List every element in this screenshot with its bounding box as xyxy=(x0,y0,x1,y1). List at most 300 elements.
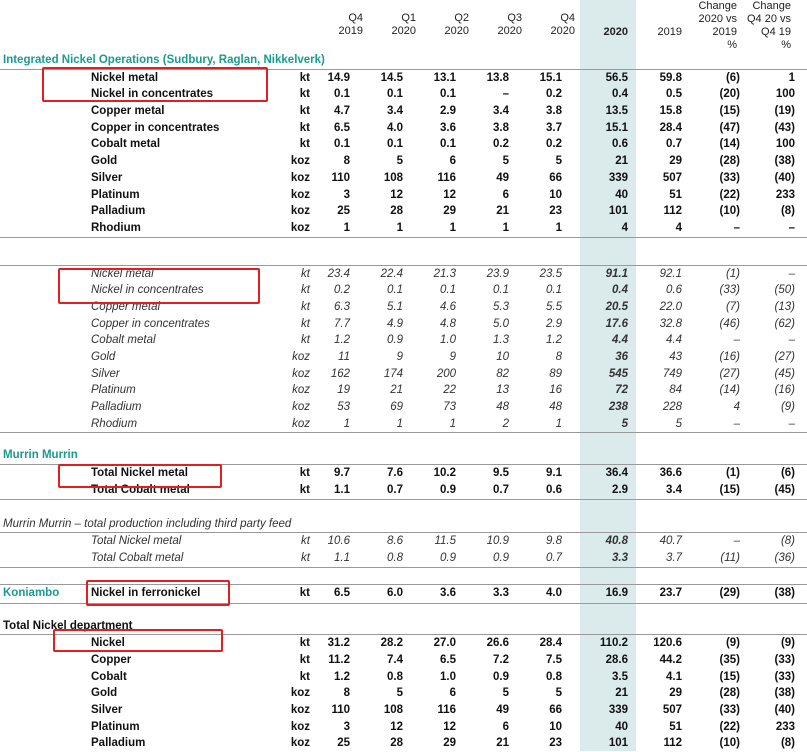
cell-value: 12 xyxy=(390,188,403,201)
cell-value: – xyxy=(502,88,509,101)
row-unit: kt xyxy=(299,138,310,151)
cell-value: 40.7 xyxy=(659,535,682,548)
cell-value: (19) xyxy=(774,105,795,118)
cell-value: 3.5 xyxy=(612,670,628,683)
cell-value: 5.0 xyxy=(493,317,509,330)
cell-value: 17.6 xyxy=(605,317,628,330)
cell-value: 21 xyxy=(615,687,628,700)
cell-value: 112 xyxy=(663,205,682,218)
cell-value: 28 xyxy=(390,205,403,218)
cell-value: 48 xyxy=(496,401,509,414)
highlight-box xyxy=(58,464,222,488)
cell-value: 43 xyxy=(669,351,682,363)
cell-value: 1.0 xyxy=(440,334,456,347)
cell-value: 0.4 xyxy=(612,88,628,101)
cell-value: 1 xyxy=(555,417,562,430)
cell-value: 13.1 xyxy=(433,71,456,84)
cell-value: 0.1 xyxy=(387,284,403,297)
table-row xyxy=(0,316,807,333)
cell-value: (33) xyxy=(719,284,740,297)
row-label: Cobalt xyxy=(91,670,127,683)
cell-value: 0.4 xyxy=(612,284,628,297)
row-unit: koz xyxy=(292,417,310,430)
row-label: Nickel in concentrates xyxy=(91,284,204,297)
cell-value: 15.1 xyxy=(539,71,562,84)
cell-value: 23.9 xyxy=(486,267,509,280)
row-label: Silver xyxy=(91,704,123,716)
row-label: Cobalt metal xyxy=(91,138,161,151)
cell-value: 22.4 xyxy=(380,267,403,280)
section-title: Murrin Murrin xyxy=(3,449,78,462)
cell-value: (1) xyxy=(725,267,740,280)
cell-value: 0.2 xyxy=(546,138,562,151)
highlight-box xyxy=(86,580,230,606)
table-row xyxy=(0,187,807,204)
row-label: Platinum xyxy=(91,720,140,733)
cell-value: 82 xyxy=(496,367,509,380)
cell-value: (9) xyxy=(725,637,740,650)
cell-value: 16 xyxy=(549,384,562,397)
cell-value: 5 xyxy=(502,687,509,700)
col-q3-2020: Q3 2020 xyxy=(497,12,522,37)
cell-value: 1 xyxy=(343,221,350,234)
cell-value: 5 xyxy=(502,155,509,168)
cell-value: 48 xyxy=(549,401,562,414)
cell-value: 1.2 xyxy=(334,334,350,347)
cell-value: (6) xyxy=(725,71,740,84)
cell-value: 7.4 xyxy=(387,653,403,666)
cell-value: 13 xyxy=(496,384,509,397)
row-unit: kt xyxy=(299,467,310,480)
cell-value: (6) xyxy=(780,467,795,480)
cell-value: 162 xyxy=(330,367,350,380)
cell-value: 2.9 xyxy=(546,317,562,330)
cell-value: 0.8 xyxy=(387,551,403,564)
cell-value: 0.6 xyxy=(612,138,628,151)
cell-value: 233 xyxy=(775,720,795,733)
cell-value: 0.2 xyxy=(546,88,562,101)
cell-value: 7.2 xyxy=(493,653,509,666)
cell-value: 36.4 xyxy=(605,467,628,480)
cell-value: (27) xyxy=(719,367,740,380)
cell-value: (8) xyxy=(780,535,795,548)
cell-value: 3 xyxy=(343,188,350,201)
cell-value: (50) xyxy=(774,284,795,297)
row-label: Gold xyxy=(91,351,116,363)
row-label: Palladium xyxy=(91,737,146,750)
cell-value: (10) xyxy=(719,205,740,218)
cell-value: 3.3 xyxy=(493,586,509,599)
cell-value: 0.8 xyxy=(546,670,562,683)
cell-value: 6 xyxy=(502,720,509,733)
cell-value: 32.8 xyxy=(659,317,682,330)
cell-value: 4.8 xyxy=(440,317,456,330)
cell-value: 40.8 xyxy=(605,535,628,548)
cell-value: 0.7 xyxy=(546,551,562,564)
highlight-box xyxy=(53,629,223,652)
row-label: Total Nickel metal xyxy=(91,535,182,548)
cell-value: 4.4 xyxy=(612,334,628,347)
cell-value: – xyxy=(733,221,740,234)
row-unit: koz xyxy=(292,401,310,414)
cell-value: 4 xyxy=(675,221,682,234)
section-header xyxy=(0,447,807,465)
cell-value: 200 xyxy=(436,367,456,380)
cell-value: 6.5 xyxy=(334,121,350,134)
cell-value: 66 xyxy=(549,704,562,716)
cell-value: 9.5 xyxy=(493,467,509,480)
cell-value: 12 xyxy=(390,720,403,733)
section-title: Murrin Murrin – total production including third party feed xyxy=(3,517,292,530)
cell-value: 3.7 xyxy=(546,121,562,134)
cell-value: 11.2 xyxy=(328,653,350,666)
cell-value: 749 xyxy=(662,367,682,380)
col-change-q4: Change Q4 20 vs Q4 19 % xyxy=(746,0,791,51)
cell-value: 16.9 xyxy=(605,586,628,599)
cell-value: 339 xyxy=(608,704,628,716)
cell-value: 23 xyxy=(549,737,562,750)
cell-value: 1.3 xyxy=(493,334,509,347)
cell-value: 4.0 xyxy=(387,121,403,134)
row-label: Gold xyxy=(91,155,118,168)
cell-value: 0.1 xyxy=(546,284,562,297)
table-row xyxy=(0,203,807,220)
cell-value: 10 xyxy=(549,188,562,201)
cell-value: 4.7 xyxy=(334,105,350,118)
row-label: Copper metal xyxy=(91,300,161,313)
cell-value: 28.6 xyxy=(605,653,628,666)
cell-value: 10 xyxy=(549,720,562,733)
cell-value: 116 xyxy=(437,704,456,716)
cell-value: (20) xyxy=(719,88,740,101)
cell-value: 21 xyxy=(496,205,509,218)
row-unit: kt xyxy=(299,637,310,650)
cell-value: 0.1 xyxy=(387,88,403,101)
cell-value: 49 xyxy=(496,171,509,184)
cell-value: 36.6 xyxy=(659,467,682,480)
cell-value: 4.1 xyxy=(666,670,682,683)
cell-value: 59.8 xyxy=(659,71,682,84)
cell-value: 9 xyxy=(449,351,456,363)
spacer xyxy=(0,255,807,266)
cell-value: 228 xyxy=(662,401,682,414)
cell-value: 0.9 xyxy=(440,551,456,564)
cell-value: 101 xyxy=(608,205,628,218)
cell-value: 0.6 xyxy=(546,483,562,496)
row-unit: koz xyxy=(290,155,310,168)
table-row xyxy=(0,652,807,669)
cell-value: 28 xyxy=(390,737,403,750)
cell-value: 22 xyxy=(443,384,456,397)
cell-value: 3.6 xyxy=(440,121,456,134)
spacer xyxy=(0,433,807,447)
cell-value: 8 xyxy=(343,687,350,700)
table-row xyxy=(0,533,807,550)
cell-value: 10 xyxy=(496,351,509,363)
row-unit: koz xyxy=(290,188,310,201)
cell-value: 507 xyxy=(662,704,682,716)
table-row xyxy=(0,735,807,752)
cell-value: 9.1 xyxy=(546,467,562,480)
table-row xyxy=(0,685,807,702)
cell-value: 0.1 xyxy=(493,284,509,297)
table-row xyxy=(0,702,807,719)
cell-value: – xyxy=(733,417,740,430)
row-label: Palladium xyxy=(91,205,146,218)
cell-value: 6.5 xyxy=(334,586,350,599)
cell-value: 1 xyxy=(788,71,795,84)
col-q4-2020: Q4 2020 xyxy=(550,12,575,37)
cell-value: 6.0 xyxy=(387,586,403,599)
row-unit: kt xyxy=(299,586,310,599)
row-label: Nickel in concentrates xyxy=(91,88,214,101)
cell-value: (15) xyxy=(719,670,740,683)
cell-value: 28.2 xyxy=(380,637,403,650)
cell-value: (27) xyxy=(774,351,795,363)
section-header xyxy=(0,516,807,534)
cell-value: (46) xyxy=(719,317,740,330)
cell-value: (29) xyxy=(719,586,740,599)
row-label: Rhodium xyxy=(91,417,138,430)
row-label: Nickel in ferronickel xyxy=(91,586,201,599)
cell-value: 5 xyxy=(396,155,403,168)
cell-value: 22.0 xyxy=(659,300,682,313)
row-unit: koz xyxy=(290,720,310,733)
col-q1-2020: Q1 2020 xyxy=(391,12,416,37)
cell-value: 84 xyxy=(669,384,682,397)
cell-value: – xyxy=(788,334,795,347)
cell-value: 29 xyxy=(669,687,682,700)
cell-value: 1 xyxy=(396,221,403,234)
cell-value: 28.4 xyxy=(659,121,682,134)
cell-value: (7) xyxy=(725,300,740,313)
cell-value: 1.2 xyxy=(334,670,350,683)
cell-value: (14) xyxy=(719,138,740,151)
row-label: Copper metal xyxy=(91,105,165,118)
col-change-year: Change 2020 vs 2019 % xyxy=(698,0,737,51)
row-unit: kt xyxy=(301,334,310,347)
cell-value: 92.1 xyxy=(659,267,682,280)
cell-value: (16) xyxy=(719,351,740,363)
cell-value: (1) xyxy=(725,467,740,480)
cell-value: 0.9 xyxy=(387,334,403,347)
cell-value: (38) xyxy=(774,586,795,599)
table-row xyxy=(0,349,807,366)
cell-value: 14.9 xyxy=(327,71,350,84)
cell-value: 3.4 xyxy=(666,483,682,496)
cell-value: – xyxy=(788,417,795,430)
cell-value: 110 xyxy=(331,171,350,184)
cell-value: (28) xyxy=(719,155,740,168)
row-label: Total Cobalt metal xyxy=(91,551,184,564)
cell-value: 0.9 xyxy=(493,551,509,564)
cell-value: 29 xyxy=(443,737,456,750)
cell-value: 10.6 xyxy=(327,535,350,548)
row-unit: kt xyxy=(299,88,310,101)
cell-value: 5 xyxy=(675,417,682,430)
cell-value: 25 xyxy=(337,737,350,750)
row-unit: kt xyxy=(299,653,310,666)
cell-value: 10.2 xyxy=(433,467,456,480)
cell-value: (33) xyxy=(719,171,740,184)
row-label: Platinum xyxy=(91,384,136,397)
cell-value: (15) xyxy=(719,483,740,496)
cell-value: 36 xyxy=(615,351,628,363)
row-unit: kt xyxy=(301,300,310,313)
row-unit: koz xyxy=(292,367,310,380)
row-unit: koz xyxy=(290,221,310,234)
cell-value: 15.8 xyxy=(659,105,682,118)
table-row xyxy=(0,120,807,137)
cell-value: 3.8 xyxy=(546,105,562,118)
cell-value: 12 xyxy=(443,188,456,201)
cell-value: 66 xyxy=(549,171,562,184)
row-label: Rhodium xyxy=(91,221,141,234)
cell-value: (28) xyxy=(719,687,740,700)
row-label: Silver xyxy=(91,367,120,380)
cell-value: (16) xyxy=(774,384,795,397)
cell-value: 1 xyxy=(396,417,403,430)
cell-value: (36) xyxy=(774,551,795,564)
cell-value: (22) xyxy=(719,720,740,733)
cell-value: 1.1 xyxy=(334,551,350,564)
cell-value: 100 xyxy=(775,138,795,151)
cell-value: 0.1 xyxy=(387,138,403,151)
cell-value: 44.2 xyxy=(659,653,682,666)
table-row xyxy=(0,416,807,434)
cell-value: 0.1 xyxy=(440,138,456,151)
cell-value: 23 xyxy=(549,205,562,218)
cell-value: 26.6 xyxy=(486,637,509,650)
cell-value: (14) xyxy=(719,384,740,397)
row-unit: koz xyxy=(290,171,310,184)
cell-value: 72 xyxy=(615,384,628,397)
cell-value: 8 xyxy=(555,351,562,363)
row-label: Copper in concentrates xyxy=(91,317,210,330)
cell-value: (43) xyxy=(774,121,795,134)
cell-value: 21 xyxy=(390,384,403,397)
cell-value: 1 xyxy=(502,221,509,234)
row-unit: koz xyxy=(292,351,310,363)
row-unit: kt xyxy=(301,317,310,330)
cell-value: 3.3 xyxy=(612,551,628,564)
table-row xyxy=(0,220,807,238)
cell-value: 6.3 xyxy=(334,300,350,313)
row-unit: kt xyxy=(299,121,310,134)
cell-value: 0.2 xyxy=(334,284,350,297)
col-q2-2020: Q2 2020 xyxy=(444,12,469,37)
cell-value: (8) xyxy=(780,205,795,218)
row-unit: koz xyxy=(290,205,310,218)
cell-value: 5 xyxy=(396,687,403,700)
cell-value: 0.7 xyxy=(493,483,509,496)
cell-value: 14.5 xyxy=(380,71,403,84)
cell-value: 7.6 xyxy=(387,467,403,480)
cell-value: 53 xyxy=(337,401,350,414)
row-label: Copper in concentrates xyxy=(91,121,220,134)
cell-value: 507 xyxy=(662,171,682,184)
cell-value: 7.5 xyxy=(546,653,562,666)
cell-value: 29 xyxy=(669,155,682,168)
cell-value: 339 xyxy=(608,171,628,184)
cell-value: 10.9 xyxy=(486,535,509,548)
cell-value: 1 xyxy=(555,221,562,234)
cell-value: 23.4 xyxy=(327,267,350,280)
row-unit: koz xyxy=(292,384,310,397)
cell-value: 15.1 xyxy=(605,121,628,134)
cell-value: 3.4 xyxy=(493,105,509,118)
col-q4-2019: Q4 2019 xyxy=(338,12,363,37)
section-title: Integrated Nickel Operations (Sudbury, Raglan, Nikkelverk) xyxy=(3,54,325,66)
row-label: Nickel metal xyxy=(91,267,154,280)
table-row xyxy=(0,382,807,399)
table-row xyxy=(0,136,807,153)
row-label: Nickel metal xyxy=(91,71,159,84)
cell-value: (33) xyxy=(719,704,740,716)
cell-value: 9.7 xyxy=(334,467,350,480)
table-row xyxy=(0,399,807,416)
row-label: Silver xyxy=(91,171,123,184)
cell-value: 112 xyxy=(663,737,682,750)
cell-value: 0.8 xyxy=(387,670,403,683)
cell-value: (47) xyxy=(719,121,740,134)
cell-value: 8.6 xyxy=(387,535,403,548)
table-row xyxy=(0,170,807,187)
cell-value: 2 xyxy=(502,417,509,430)
row-unit: kt xyxy=(299,483,310,496)
cell-value: 0.1 xyxy=(334,138,350,151)
cell-value: 545 xyxy=(608,367,628,380)
cell-value: 4.6 xyxy=(440,300,456,313)
cell-value: 9.8 xyxy=(546,535,562,548)
cell-value: (38) xyxy=(774,687,795,700)
cell-value: 3 xyxy=(343,720,350,733)
cell-value: 120.6 xyxy=(653,637,682,650)
cell-value: – xyxy=(733,535,740,548)
cell-value: 5.5 xyxy=(546,300,562,313)
cell-value: 233 xyxy=(775,188,795,201)
cell-value: 5 xyxy=(621,417,628,430)
cell-value: – xyxy=(788,221,795,234)
row-unit: koz xyxy=(290,704,310,716)
cell-value: (35) xyxy=(719,653,740,666)
cell-value: – xyxy=(788,267,795,280)
cell-value: 11.5 xyxy=(434,535,456,548)
cell-value: (45) xyxy=(774,483,795,496)
cell-value: 0.7 xyxy=(387,483,403,496)
cell-value: 1.1 xyxy=(334,483,350,496)
cell-value: 6 xyxy=(502,188,509,201)
cell-value: (33) xyxy=(774,653,795,666)
cell-value: 51 xyxy=(669,720,682,733)
cell-value: 4 xyxy=(621,221,628,234)
row-unit: kt xyxy=(299,71,310,84)
cell-value: 0.7 xyxy=(666,138,682,151)
table-row xyxy=(0,153,807,170)
cell-value: 13.8 xyxy=(486,71,509,84)
col-2019: 2019 xyxy=(657,26,682,38)
cell-value: 5 xyxy=(555,687,562,700)
row-label: Palladium xyxy=(91,401,142,414)
row-label: Total Nickel metal xyxy=(91,467,188,480)
section-title: Total Nickel department xyxy=(3,619,133,632)
table-row xyxy=(0,103,807,120)
cell-value: 31.2 xyxy=(327,637,350,650)
cell-value: 108 xyxy=(383,171,403,184)
cell-value: 3.8 xyxy=(493,121,509,134)
row-label: Total Cobalt metal xyxy=(91,483,190,496)
cell-value: 23.7 xyxy=(659,586,682,599)
